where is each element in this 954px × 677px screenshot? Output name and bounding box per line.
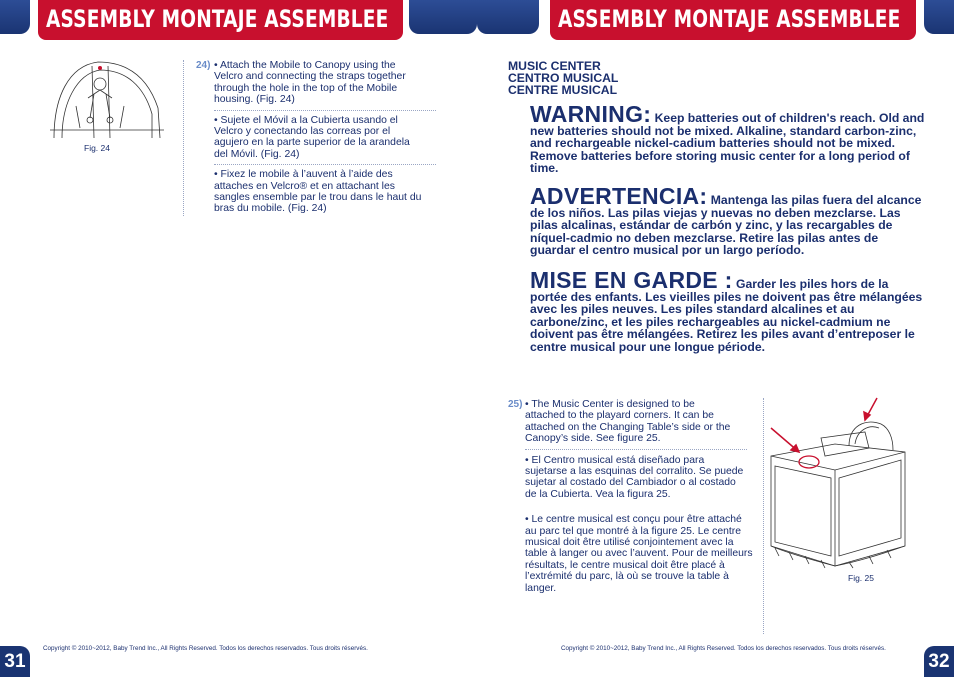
warning-fr bbox=[530, 267, 925, 354]
music-center-title bbox=[508, 61, 618, 96]
warning-en-text: Keep batteries out of children's reach. Old and new batteries should not be mixed. Alkaline, standard carbon-zinc, and rechargeable nickel-cadium batteries should not be mixed. Remove batteries before storing music center for a long period of time. bbox=[530, 111, 925, 176]
step25-separator-1 bbox=[525, 449, 747, 450]
step24-es-text: • Sujete el Móvil a la Cubierta usando el Velcro y conectando las correas por el agujero en la parte superior de la arandela del Móvil. (Fig. 24) bbox=[214, 114, 410, 160]
step24-block bbox=[196, 60, 436, 215]
step24-en-text: • Attach the Mobile to Canopy using the Velcro and connecting the straps together through the hole in the top of the Mobile housing. (Fig. 24) bbox=[214, 60, 406, 106]
step25-en-row bbox=[508, 399, 756, 445]
left-column-divider bbox=[183, 60, 184, 216]
right-header-title: ASSEMBLY MONTAJE ASSEMBLEE bbox=[550, 0, 916, 40]
step25-en-text: • The Music Center is designed to be attached to the playard corners. It can be attached on the Changing Table’s side or the Canopy’s side. See figure 25. bbox=[525, 399, 731, 445]
right-copyright: Copyright © 2010~2012, Baby Trend Inc., All Rights Reserved. Todos los derechos reservados. Tous droits réservés. bbox=[561, 645, 886, 652]
right-column-divider bbox=[763, 398, 764, 634]
fig25-label: Fig. 25 bbox=[848, 573, 874, 583]
left-copyright: Copyright © 2010~2012, Baby Trend Inc., All Rights Reserved. Todos los derechos reservados. Tous droits réservés. bbox=[43, 645, 368, 652]
right-edge-tab bbox=[924, 0, 954, 34]
warning-fr-text: Garder les piles hors de la portée des enfants. Les vieilles piles ne doivent pas être mélangées avec les piles neuves. Les piles standard alcalines et au carbone/zinc, et les piles rechargeables au nickel-cadmium ne doivent pas être mélangées. Retirez les piles avant d’entreposer le centre musical pour une longue période. bbox=[530, 277, 923, 354]
left-header-title: ASSEMBLY MONTAJE ASSEMBLEE bbox=[38, 0, 403, 40]
warning-es-text: Mantenga las pilas fuera del alcance de los niños. Las pilas viejas y nuevas no deben mezclarse. Las pilas alcalinas, estándar de carbón y zinc, y las recargables de níquel-cadmio no deben mezclarse. Retire las pilas antes de guardar el centro musical por un largo período. bbox=[530, 193, 922, 258]
step25-fr-text: • Le centre musical est conçu pour être attaché au parc tel que montré à la figure 25. Le centre musical doit être utilisé conjointement avec la table à langer ou avec l’auvent. Pour de meilleurs résultats, le centre musical doit être placé à l’extrémité du parc, là où se trouve la table à langer. bbox=[525, 514, 753, 594]
fig25-playard-illustration bbox=[765, 396, 915, 572]
fig24-label: Fig. 24 bbox=[84, 143, 110, 153]
warning-fr-label: MISE EN GARDE : bbox=[530, 267, 733, 293]
step24-number: 24) bbox=[196, 60, 211, 71]
music-center-title-es: CENTRO MUSICAL bbox=[508, 70, 619, 85]
step25-block bbox=[508, 399, 756, 594]
left-header-tab bbox=[409, 0, 477, 34]
music-center-title-en: MUSIC CENTER bbox=[508, 59, 601, 73]
right-page bbox=[477, 0, 954, 677]
music-center-title-fr: CENTRE MUSICAL bbox=[508, 82, 618, 97]
fig24-mobile-illustration bbox=[48, 58, 166, 142]
step24-en-row bbox=[196, 60, 436, 106]
step24-separator-1 bbox=[214, 110, 436, 111]
warning-en-label: WARNING: bbox=[530, 101, 652, 127]
right-header-tab-left bbox=[477, 0, 539, 34]
warning-es-label: ADVERTENCIA: bbox=[530, 183, 708, 209]
step25-spacer bbox=[508, 500, 756, 514]
step25-es-text: • El Centro musical está diseñado para sujetarse a las esquinas del corralito. Se puede sujetar al costado del Cambiador o al costado de la Cubierta. Vea la figura 25. bbox=[525, 454, 744, 500]
warning-en bbox=[530, 101, 925, 176]
step24-separator-2 bbox=[214, 164, 436, 165]
left-page-number: 31 bbox=[0, 646, 30, 677]
warning-es bbox=[530, 183, 925, 258]
right-page-number: 32 bbox=[924, 646, 954, 677]
step25-number: 25) bbox=[508, 399, 523, 410]
left-edge-tab bbox=[0, 0, 30, 34]
step24-fr-text: • Fixez le mobile à l’auvent à l’aide des attaches en Velcro® et en attachant les sangles ensemble par le trou dans le haut du bras du mobile. (Fig. 24) bbox=[214, 169, 422, 215]
